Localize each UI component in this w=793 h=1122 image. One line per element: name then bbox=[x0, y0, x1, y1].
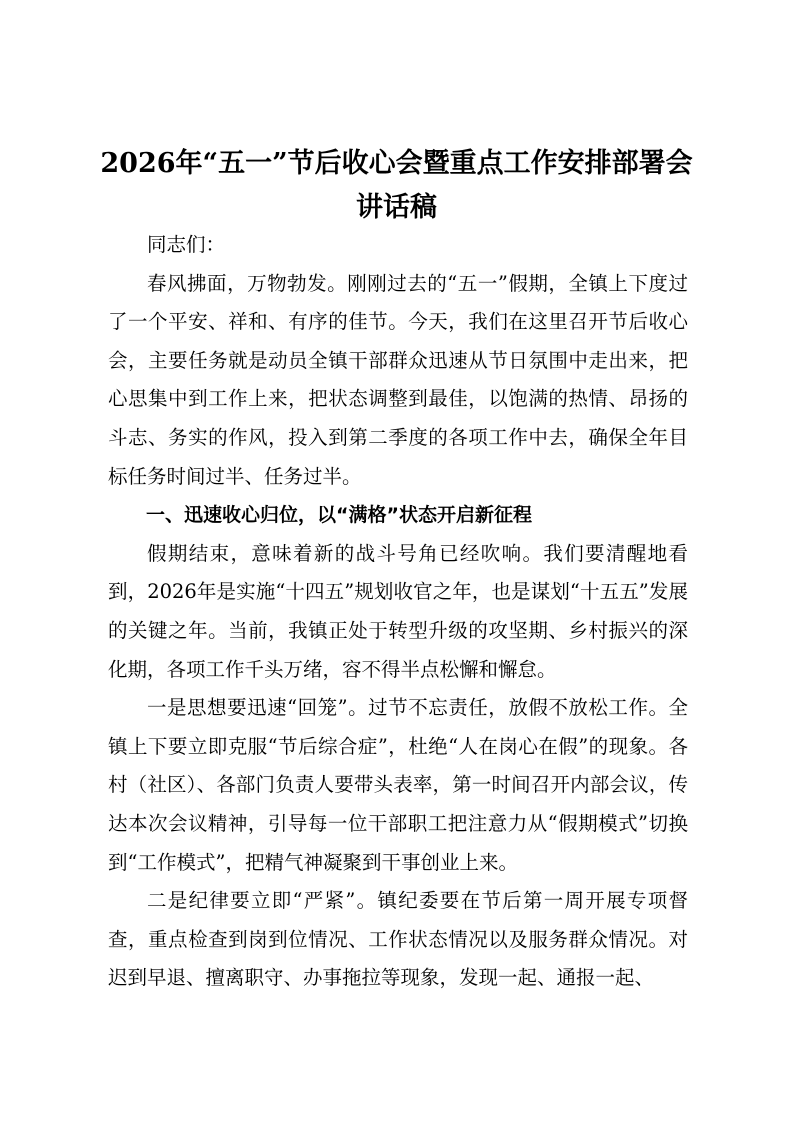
section-heading: 一、迅速收心归位，以“满格”状态开启新征程 bbox=[146, 504, 532, 527]
body-paragraph: 一是思想要迅速“回笼”。过节不忘责任，放假不放松工作。全镇上下要立即克服“节后综合症”，杜绝“人在岗心在假”的现象。各村（社区）、各部门负责人要带头表率，第一时间召开内部会议，传达本次会议精神，引导每一位干部职工把注意力从“假期模式”切换到“工作模式”，把精气神凝聚到干事创业上来。 bbox=[108, 696, 688, 874]
intro-paragraph: 春风拂面，万物勃发。刚刚过去的“五一”假期，全镇上下度过了一个平安、祥和、有序的佳节。今天，我们在这里召开节后收心会，主要任务就是动员全镇干部群众迅速从节日氛围中走出来，把心思集中到工作上来，把状态调整到最佳，以饱满的热情、昂扬的斗志、务实的作风，投入到第二季度的各项工作中去，确保全年目标任务时间过半、任务过半。 bbox=[108, 271, 688, 488]
document-title: 2026年“五一”节后收心会暨重点工作安排部署会讲话稿 bbox=[100, 148, 693, 223]
body-paragraph: 假期结束，意味着新的战斗号角已经吹响。我们要清醒地看到，2026年是实施“十四五”规划收官之年，也是谋划“十五五”发展的关键之年。当前，我镇正处于转型升级的攻坚期、乡村振兴的深化期，各项工作千头万绪，容不得半点松懈和懈怠。 bbox=[108, 541, 688, 681]
body-paragraph: 二是纪律要立即“严紧”。镇纪委要在节后第一周开展专项督查，重点检查到岗到位情况、工作状态情况以及服务群众情况。对迟到早退、擅离职守、办事拖拉等现象，发现一起、通报一起、 bbox=[108, 889, 688, 990]
salutation-paragraph: 同志们： bbox=[147, 233, 226, 256]
document-body bbox=[108, 226, 688, 998]
